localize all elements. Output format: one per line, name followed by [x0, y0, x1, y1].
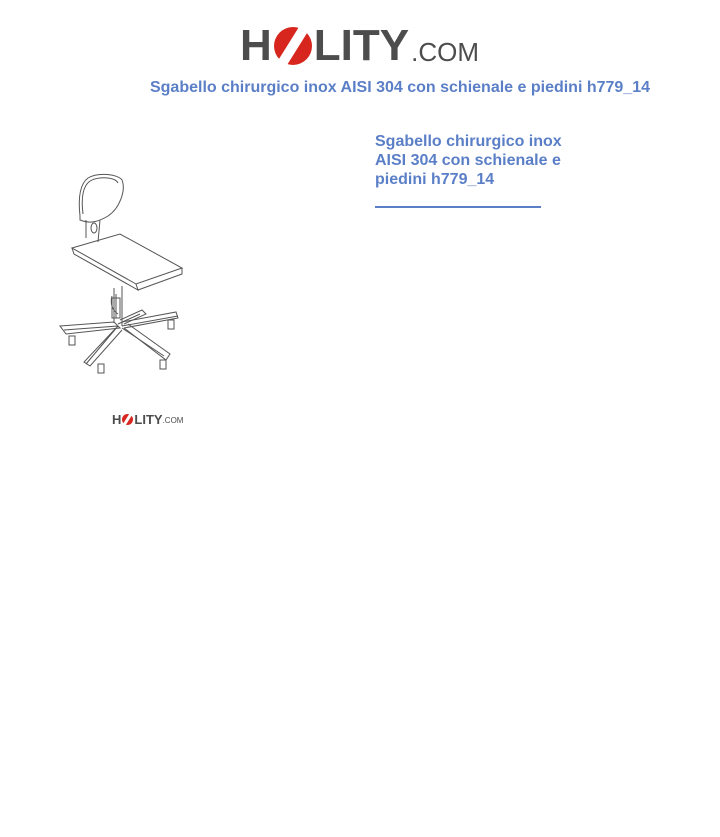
logo-suffix: .COM	[411, 37, 479, 67]
surgical-stool-image	[50, 168, 200, 383]
small-logo-o-icon	[122, 414, 133, 425]
product-link-text: Sgabello chirurgico inox AISI 304 con schienale e piedini h779_14	[375, 133, 562, 188]
logo-letters-lity: LITY	[313, 21, 410, 70]
page-title: Sgabello chirurgico inox AISI 304 con schienale e piedini h779_14	[149, 79, 651, 96]
small-holity-logo	[112, 413, 183, 426]
logo-o-icon	[274, 27, 312, 65]
product-link[interactable]	[375, 132, 565, 189]
small-logo-letter-h: H	[112, 412, 122, 427]
holity-logo[interactable]	[240, 12, 480, 68]
product-link-underline	[375, 206, 541, 208]
small-logo-suffix: .COM	[162, 416, 184, 425]
logo-letter-h: H	[240, 21, 272, 70]
small-logo-letters-lity: LITY	[134, 412, 163, 427]
